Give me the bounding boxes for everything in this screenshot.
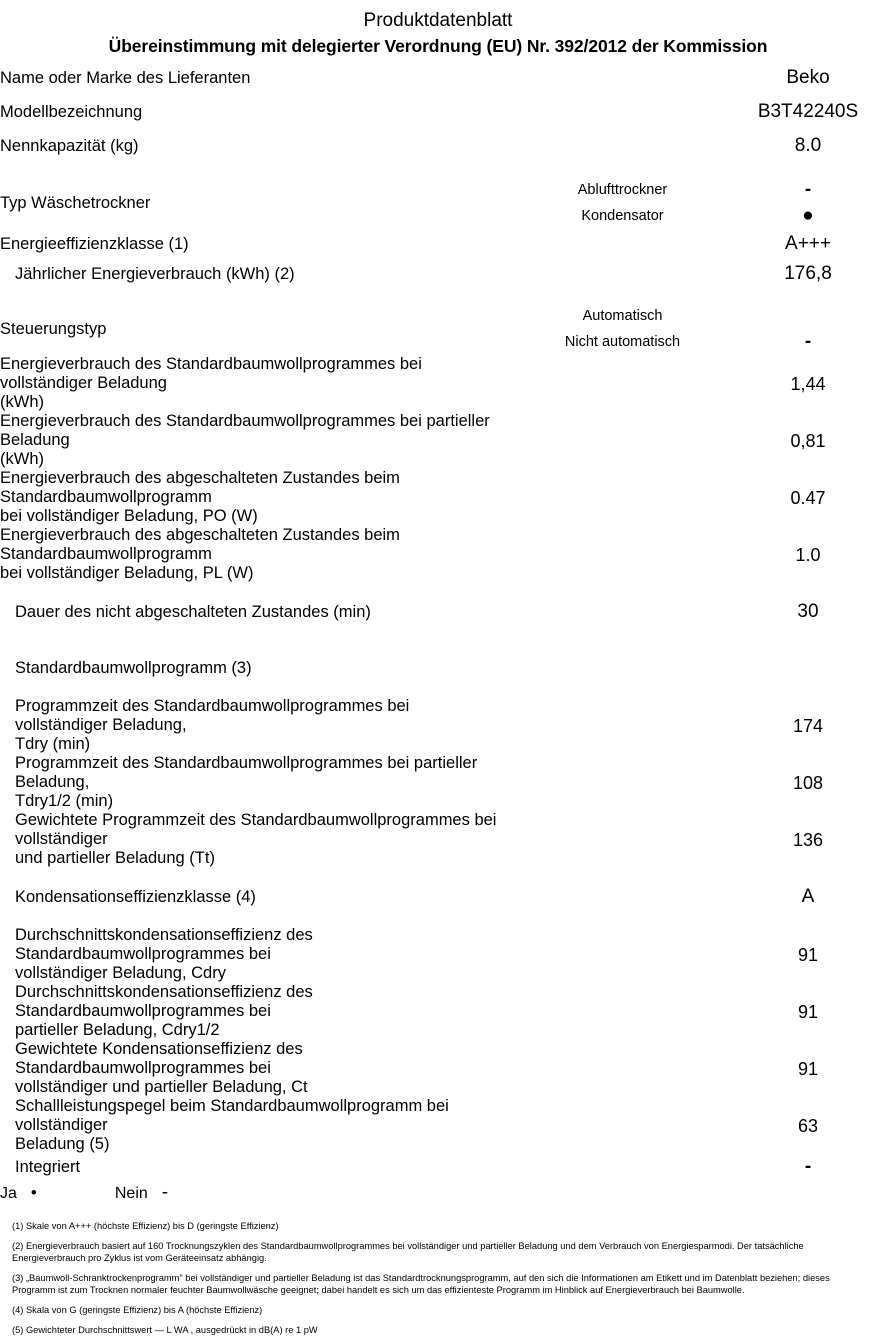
row-label-line2: Beladung (5) — [15, 1135, 110, 1153]
row-label-line1: Energieverbrauch des abgeschalteten Zustandes beim Standardbaumwollprogramm — [0, 526, 400, 563]
spacer — [0, 868, 876, 882]
legend-no-marker: - — [161, 1181, 169, 1203]
row-label — [0, 355, 505, 412]
legend-no-label: Nein — [114, 1184, 148, 1202]
row-value: 91 — [797, 1001, 819, 1022]
row-midtext — [505, 754, 740, 811]
table-row-condensation-class — [0, 882, 876, 912]
row-value: 136 — [792, 829, 824, 850]
table-row-condensation-full — [0, 926, 876, 983]
table-row-annual-energy — [0, 259, 876, 289]
row-label-line1: Schallleistungspegel beim Standardbaumwollprogramm bei vollständiger — [15, 1097, 449, 1134]
row-label: Dauer des nicht abgeschalteten Zustandes (min) — [15, 602, 371, 621]
row-label-line2: (kWh) — [0, 450, 44, 468]
row-label-line2: partieller Beladung, Cdry1/2 — [15, 1021, 220, 1039]
spacer — [0, 289, 876, 303]
row-label — [0, 983, 505, 1040]
row-label: Modellbezeichnung — [0, 102, 143, 121]
row-label: Steuerungstyp — [0, 319, 107, 338]
table-row-dryer-type-vented — [0, 177, 876, 203]
legend-yes-label: Ja — [0, 1184, 17, 1202]
row-label: Jährlicher Energieverbrauch (kWh) (2) — [15, 264, 295, 283]
row-value: 63 — [797, 1115, 819, 1136]
table-row-integrated — [0, 1154, 876, 1180]
row-midtext — [505, 1040, 740, 1097]
spacer — [0, 683, 876, 697]
table-row-condensation-partial — [0, 983, 876, 1040]
table-row-programme-time-partial — [0, 754, 876, 811]
option-marker-condenser: ● — [802, 205, 814, 226]
option-marker-non-automatic: - — [804, 331, 812, 352]
row-value: 1.0 — [795, 544, 821, 565]
row-midtext — [505, 95, 740, 129]
row-label-line2: vollständiger Beladung, Cdry — [15, 964, 226, 982]
row-label-line1: Durchschnittskondensationseffizienz des Standardbaumwollprogrammes bei — [15, 926, 313, 963]
row-label — [0, 926, 505, 983]
table-row-noise-level — [0, 1097, 876, 1154]
table-row-capacity — [0, 129, 876, 163]
row-value — [740, 653, 876, 683]
row-midtext — [505, 355, 740, 412]
row-label — [0, 1040, 505, 1097]
table-row-programme-time-weighted — [0, 811, 876, 868]
row-label-line1: Gewichtete Programmzeit des Standardbaumwollprogrammes bei vollständiger — [15, 811, 497, 848]
row-midtext — [505, 983, 740, 1040]
row-label-line1: Energieverbrauch des abgeschalteten Zustandes beim Standardbaumwollprogramm — [0, 469, 400, 506]
row-label-line2: bei vollständiger Beladung, PL (W) — [0, 564, 254, 582]
footnote-3: (3) „Baumwoll-Schranktrockenprogramm" bei vollständiger und partieller Beladung ist das Standardtrocknungsprogramm, auf den sich die Informationen am Etikett und im Datenblatt beziehen; dieses Programm ist zum Trocknen normaler feuchter Baumwollwäsche geeignet; dabei handelt es sich um das effizienteste Programm im Hinblick auf Energieverbrauch bei Baumwolle. — [12, 1272, 830, 1296]
footnote-1: (1) Skale von A+++ (höchste Effizienz) bis D (geringste Effizienz) — [12, 1221, 279, 1231]
table-row-power-left-on-mode — [0, 526, 876, 583]
datasheet-table — [0, 61, 876, 1206]
row-label-line2: bei vollständiger Beladung, PO (W) — [0, 507, 258, 525]
row-midtext — [505, 597, 740, 627]
row-label: Standardbaumwollprogramm (3) — [15, 658, 252, 677]
row-midtext — [505, 526, 740, 583]
option-label-automatic: Automatisch — [582, 308, 663, 324]
row-label — [0, 526, 505, 583]
row-label — [0, 811, 505, 868]
row-label-line2: vollständiger und partieller Beladung, Ct — [15, 1078, 308, 1096]
spacer — [0, 583, 876, 597]
legend-yes-marker: • — [30, 1182, 37, 1202]
spacer — [0, 163, 876, 177]
spacer — [0, 912, 876, 926]
option-label-vented: Ablufttrockner — [577, 182, 668, 198]
row-midtext — [505, 259, 740, 289]
page-subtitle: Übereinstimmung mit delegierter Verordnung (EU) Nr. 392/2012 der Kommission — [108, 36, 768, 56]
row-value: Beko — [786, 67, 830, 88]
row-label-line1: Programmzeit des Standardbaumwollprogrammes bei vollständiger Beladung, — [15, 697, 410, 734]
row-midtext — [505, 229, 740, 259]
row-label: Integriert — [15, 1157, 81, 1176]
row-midtext — [505, 1154, 740, 1180]
row-label-line1: Energieverbrauch des Standardbaumwollprogrammes bei vollständiger Beladung — [0, 355, 422, 392]
row-label-line2: (kWh) — [0, 393, 44, 411]
row-label — [0, 1097, 505, 1154]
option-marker-vented: - — [804, 179, 812, 200]
footnote-5: (5) Gewichteter Durchschnittswert — L WA , ausgedrückt in dB(A) re 1 pW — [12, 1324, 318, 1335]
row-midtext — [505, 129, 740, 163]
row-value: 174 — [792, 715, 824, 736]
table-row-power-off-mode — [0, 469, 876, 526]
row-midtext — [505, 469, 740, 526]
footnote-4: (4) Skala von G (geringste Effizienz) bis A (höchste Effizienz) — [12, 1304, 263, 1315]
table-row-standard-programme — [0, 653, 876, 683]
row-value: B3T42240S — [757, 101, 859, 122]
spacer — [0, 627, 876, 653]
row-value: 108 — [792, 772, 824, 793]
row-value: 0,81 — [790, 430, 826, 451]
row-value: A+++ — [785, 233, 831, 254]
row-value: 0.47 — [790, 487, 826, 508]
row-value: - — [804, 1156, 812, 1177]
row-midtext — [505, 926, 740, 983]
row-midtext — [505, 653, 740, 683]
row-value: 30 — [797, 601, 819, 622]
row-value: 91 — [797, 1058, 819, 1079]
row-value: 8.0 — [794, 135, 822, 156]
row-label: Nennkapazität (kg) — [0, 136, 139, 155]
table-row-control-auto — [0, 303, 876, 329]
row-midtext — [505, 697, 740, 754]
table-row-condensation-weighted — [0, 1040, 876, 1097]
yes-no-legend — [0, 1180, 876, 1206]
table-row-yes-no-legend — [0, 1180, 876, 1206]
table-row-energy-partial-load — [0, 412, 876, 469]
option-marker-automatic — [740, 303, 876, 329]
row-value: 91 — [797, 944, 819, 965]
row-label-line1: Programmzeit des Standardbaumwollprogrammes bei partieller Beladung, — [15, 754, 478, 791]
row-label — [0, 469, 505, 526]
row-value: 176,8 — [784, 263, 832, 284]
option-label-condenser: Kondensator — [581, 208, 664, 224]
page-title: Produktdatenblatt — [363, 10, 513, 31]
footnotes — [0, 1220, 876, 1336]
row-midtext — [505, 61, 740, 95]
row-midtext — [505, 412, 740, 469]
row-value: 1,44 — [790, 373, 826, 394]
row-midtext — [505, 811, 740, 868]
row-label: Energieeffizienzklasse (1) — [0, 234, 189, 253]
footnote-2: (2) Energieverbrauch basiert auf 160 Trocknungszyklen des Standardbaumwollprogrammes bei vollständiger und partieller Beladung und dem Verbrauch von Energiesparmodi. Der tatsächliche Energieverbrauch pro Zyklus ist vom Geräteeinsatz abhängig. — [12, 1240, 804, 1264]
row-label — [0, 697, 505, 754]
row-label: Typ Wäschetrockner — [0, 193, 151, 212]
table-row-energy-full-load — [0, 355, 876, 412]
table-row-supplier — [0, 61, 876, 95]
option-label-non-automatic: Nicht automatisch — [564, 334, 681, 350]
table-row-model — [0, 95, 876, 129]
table-row-programme-time-full — [0, 697, 876, 754]
row-midtext — [505, 882, 740, 912]
row-label-line1: Energieverbrauch des Standardbaumwollprogrammes bei partieller Beladung — [0, 412, 490, 449]
row-midtext — [505, 1097, 740, 1154]
row-label-line2: und partieller Beladung (Tt) — [15, 849, 215, 867]
row-label-line2: Tdry (min) — [15, 735, 91, 753]
row-value: A — [801, 886, 815, 907]
table-row-energy-class — [0, 229, 876, 259]
row-label — [0, 754, 505, 811]
row-label — [0, 412, 505, 469]
row-label-line1: Gewichtete Kondensationseffizienz des Standardbaumwollprogrammes bei — [15, 1040, 303, 1077]
row-label-line1: Durchschnittskondensationseffizienz des Standardbaumwollprogrammes bei — [15, 983, 313, 1020]
row-label: Name oder Marke des Lieferanten — [0, 68, 251, 87]
row-label: Kondensationseffizienzklasse (4) — [15, 887, 256, 906]
table-row-left-on-duration — [0, 597, 876, 627]
row-label-line2: Tdry1/2 (min) — [15, 792, 114, 810]
